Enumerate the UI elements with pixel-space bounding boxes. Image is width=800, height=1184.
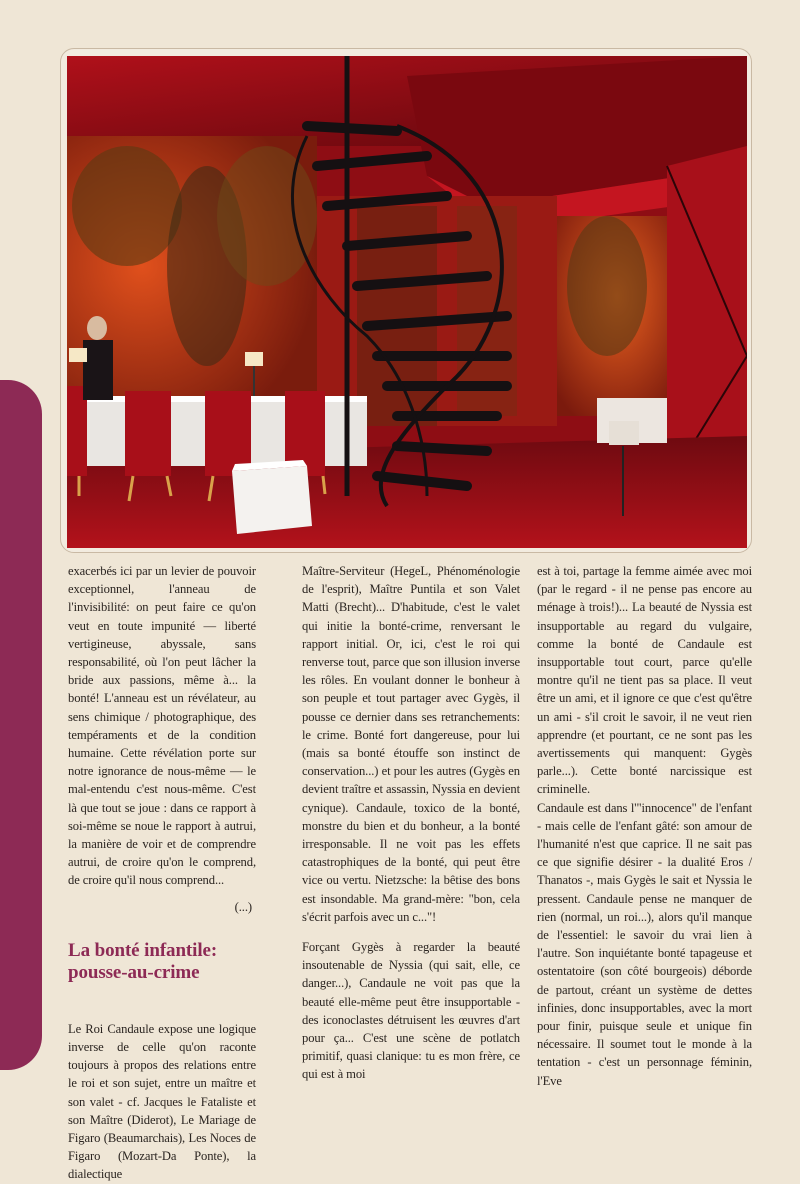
paragraph-spacer	[302, 926, 520, 938]
text-column-3	[537, 562, 752, 1090]
column-1-paragraph-1: exacerbés ici par un levier de pouvoir exceptionnel, l'anneau de l'invisibilité: on peut faire ce qu'on veut en toute impunité — liberté vertigineuse, abyssale, sans responsabilité, où l'on peut lâcher la bride aux passions, même à... la bonté! L'anneau est un révélateur, au sens chimique / photographique, des tempéraments et de la condition humaine. Cette révélation porte sur notre ignorance de nous-même — le mal-entendu c'est nous-même. C'est là que tout se joue : dans ce rapport à soi-même se noue le rapport à autrui, la manière de voir et de comprendre autrui, de croire qu'on le comprend, de croire qu'il nous comprend...	[68, 564, 256, 888]
restaurant-interior-stage-set-image	[67, 56, 747, 548]
side-color-tab	[0, 380, 42, 1070]
column-1-paragraph-2: Le Roi Candaule expose une logique inverse de celle qu'on raconte toujours à propos des relations entre le roi et son sujet, entre un maître et son valet - cf. Jacques le Fataliste et son Maître (Diderot), Le Mariage de Figaro (Beaumarchais), Les Noces de Figaro (Mozart-Da Ponte), la dialectique	[68, 1021, 256, 1182]
column-3-paragraph-2: Candaule est dans l'"innocence" de l'enfant - mais celle de l'enfant gâté: son amour de l'humanité n'est que caprice. Il ne sait pas ce que signifie désirer - la dualité Eros / Thanatos -, mais Gygès le sait et Nyssia le pressent. Candaule pense ne manquer de rien (normal, un roi...), alors qu'il manque de l'essentiel: le savoir du vrai lien à l'autre. Son inquiétante bonté tapageuse et ostentatoire (son côté bourgeois) déborde de partout, créant un système de dettes infinies, donc insupportables, avec la mort pour finir, puisque seule et unique fin nécessaire. Il soumet tout le monde à la tentation - c'est un personnage féminin, l'Eve	[537, 800, 752, 1088]
column-3-paragraph-1: est à toi, partage la femme aimée avec moi (par le regard - il ne pense pas encore au ménage à trois!)... La beauté de Nyssia est insupportable au regard du vulgaire, comme la bonté de Candaule est insupportable tout court, parce qu'elle montre qu'il ne tient pas sa place. Il veut être un ami, et il ignore ce que c'est qu'être un ami - s'il croit le savoir, il ne veut rien apprendre (et pourtant, ce ne sont pas les avertissements qui manquent: Gygès parle...). Cette bonté narcissique est criminelle.	[537, 564, 752, 797]
ellipsis-marker: (...)	[234, 899, 252, 914]
column-2-paragraph-1: Maître-Serviteur (HegeL, Phénoménologie de l'esprit), Maître Puntila et son Valet Matti (Brecht)... D'habitude, c'est le valet qui initie la bonté-crime, renversant le rapport initial. Or, ici, c'est le roi qui renverse tout, parce que son illusion inverse les rôles. En voulant donner le bonheur à son peuple et tout partager avec Gygès, il pousse ce dernier dans ses retranchements: le crime. Bonté fort dangereuse, pour lui (mais sa bonté étouffe son instinct de conservation...) et pour les autres (Gygès en devient traître et assassin, Nyssia en devient cynique). Candaule, toxico de la bonté, monstre du bien et du bonheur, a la bonté irresponsable. Il ne voit pas les effets catastrophiques de la bonté, qui peut être vice ou vertu. Nietzsche: la bêtise des bons est insondable. Ma grand-mère: "bon, cela s'écrit parfois avec un c..."!	[302, 564, 520, 924]
text-column-2	[302, 562, 520, 1084]
text-column-1	[68, 562, 256, 1184]
column-2-paragraph-2: Forçant Gygès à regarder la beauté insoutenable de Nyssia (qui sait, elle, ce danger...), Candaule ne voit pas que la beauté elle-même peut être insupportable - des iconoclastes détruisent les œuvres d'art pour ça... C'est une scène de potlatch primitif, quasi clanique: tu es mon frère, ce qui est à moi	[302, 940, 520, 1082]
section-heading: La bonté infantile: pousse-au-crime	[68, 939, 218, 983]
stage-set-photo	[67, 56, 747, 548]
